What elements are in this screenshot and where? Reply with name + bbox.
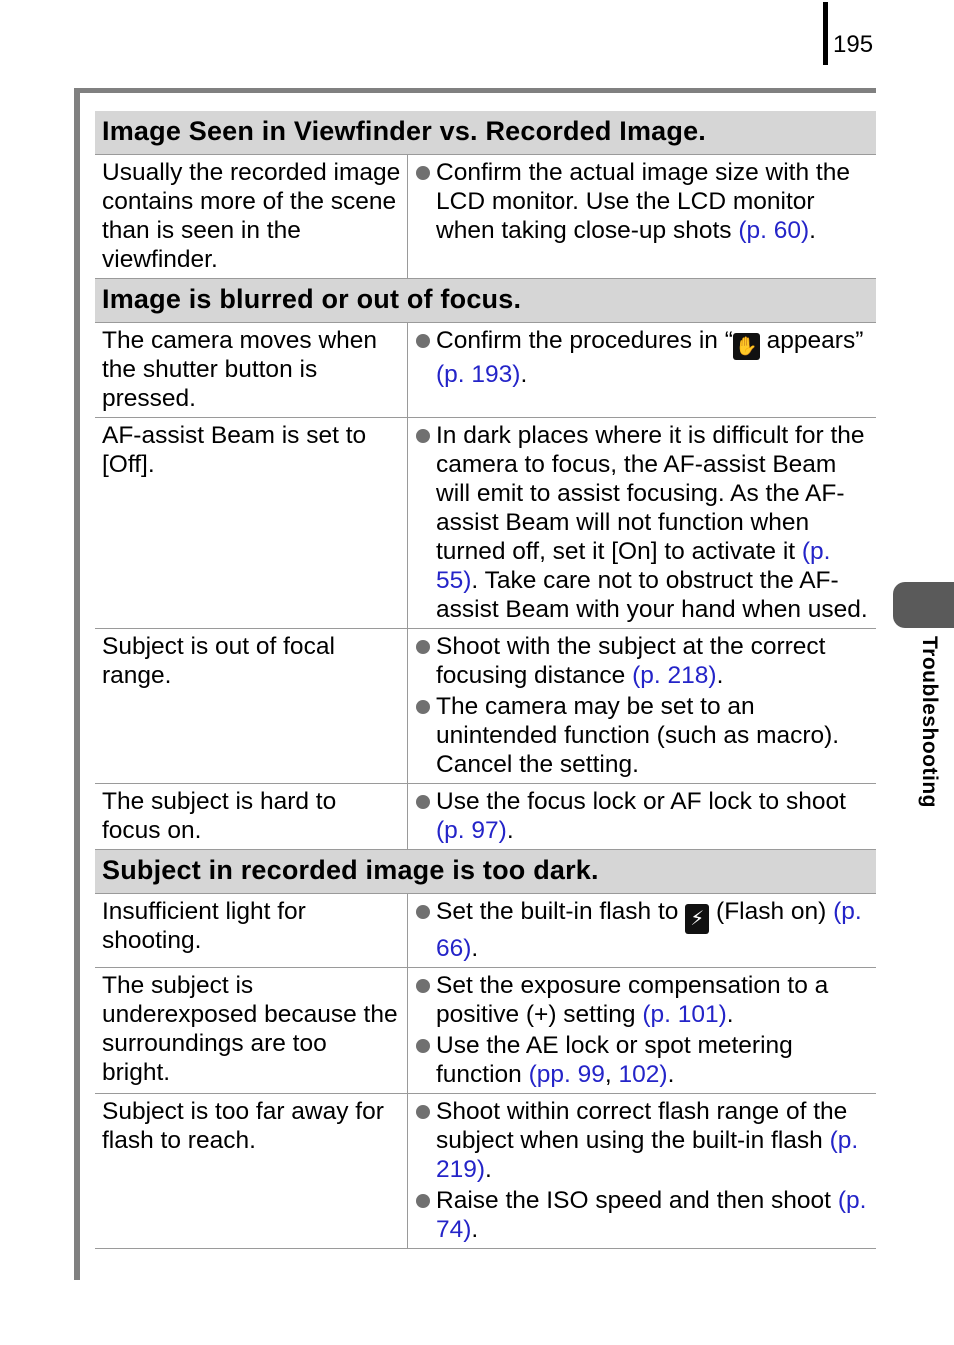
problem-cause: The subject is underexposed because the surroundings are too bright.	[95, 968, 408, 1093]
solution-item	[416, 158, 870, 245]
bullet-icon	[416, 640, 430, 654]
bullet-icon	[416, 429, 430, 443]
text-segment: .	[471, 935, 479, 962]
solution-list	[408, 155, 876, 278]
text-segment: Raise the ISO speed and then shoot	[436, 1187, 838, 1214]
text-segment: Set the exposure compensation to a positive (+) setting	[436, 972, 829, 1028]
page-reference-link[interactable]: (pp. 99	[528, 1061, 605, 1088]
solution-text	[436, 787, 870, 845]
text-segment: The camera may be set to an unintended function (such as macro). Cancel the setting.	[436, 693, 840, 778]
text-segment: Use the AE lock or spot metering function	[436, 1032, 793, 1088]
solution-list	[408, 784, 876, 849]
solution-item	[416, 787, 870, 845]
problem-cause: AF-assist Beam is set to [Off].	[95, 418, 408, 628]
problem-row	[95, 968, 876, 1094]
text-segment: .	[716, 662, 724, 689]
solution-text	[436, 1186, 870, 1244]
solution-text	[436, 971, 870, 1029]
problem-cause: Usually the recorded image contains more of the scene than is seen in the viewfinder.	[95, 155, 408, 278]
page-reference-link[interactable]: (p. 218)	[632, 662, 717, 689]
page-reference-link[interactable]: (p. 219)	[436, 1127, 859, 1183]
camera-shake-icon: ✋	[733, 333, 760, 360]
solution-list	[408, 323, 876, 417]
solution-item	[416, 1031, 870, 1089]
solution-item	[416, 897, 870, 963]
solution-text	[436, 1031, 870, 1089]
page-reference-link[interactable]: (p. 101)	[642, 1001, 727, 1028]
bullet-icon	[416, 905, 430, 919]
bullet-icon	[416, 1105, 430, 1119]
solution-text	[436, 632, 870, 690]
solution-text	[436, 421, 870, 624]
problem-row	[95, 784, 876, 850]
text-segment: Confirm the procedures in “	[436, 327, 733, 354]
text-segment: Set the built-in flash to	[436, 898, 686, 925]
bullet-icon	[416, 795, 430, 809]
solution-item	[416, 632, 870, 690]
text-segment: appears”	[759, 327, 864, 354]
bullet-icon	[416, 1039, 430, 1053]
section-header: Image Seen in Viewfinder vs. Recorded Image.	[95, 111, 876, 155]
problem-row	[95, 323, 876, 418]
text-segment: (Flash on)	[709, 898, 834, 925]
text-segment: .	[471, 1216, 479, 1243]
solution-text	[436, 326, 870, 389]
page-reference-link[interactable]: (p. 55)	[436, 538, 831, 594]
problem-cause: The camera moves when the shutter button is pressed.	[95, 323, 408, 417]
frame-top-border	[74, 88, 876, 93]
bullet-icon	[416, 166, 430, 180]
page-number-marker	[823, 2, 828, 65]
text-segment: Use the focus lock or AF lock to shoot	[436, 788, 846, 815]
section-tab	[893, 582, 954, 628]
frame-left-border	[74, 88, 80, 1280]
problem-cause: Subject is too far away for flash to reach.	[95, 1094, 408, 1248]
section-header: Image is blurred or out of focus.	[95, 279, 876, 323]
solution-item	[416, 692, 870, 779]
solution-list	[408, 1094, 876, 1248]
solution-item	[416, 1186, 870, 1244]
page-reference-link[interactable]: 102)	[618, 1061, 668, 1088]
solution-list	[408, 894, 876, 967]
problem-row	[95, 155, 876, 279]
text-segment: . Take care not to obstruct the AF-assist Beam with your hand when used.	[436, 567, 868, 623]
problem-cause: The subject is hard to focus on.	[95, 784, 408, 849]
problem-row	[95, 629, 876, 784]
bullet-icon	[416, 1194, 430, 1208]
page-reference-link[interactable]: (p. 97)	[436, 817, 507, 844]
solution-text	[436, 158, 870, 245]
solution-text	[436, 1097, 870, 1184]
solution-list	[408, 418, 876, 628]
text-segment: .	[809, 217, 816, 244]
bullet-icon	[416, 700, 430, 714]
section-header: Subject in recorded image is too dark.	[95, 850, 876, 894]
text-segment: Shoot with the subject at the correct focusing distance	[436, 633, 826, 689]
text-segment: .	[506, 817, 514, 844]
page-reference-link[interactable]: (p. 60)	[738, 217, 810, 244]
problem-row	[95, 894, 876, 968]
page-number: 195	[833, 31, 874, 58]
problem-row	[95, 418, 876, 629]
troubleshooting-table	[95, 111, 876, 1249]
problem-row	[95, 1094, 876, 1249]
page-reference-link[interactable]: (p. 74)	[436, 1187, 867, 1243]
text-segment: Confirm the actual image size with the LCD monitor. Use the LCD monitor when taking close-up shots	[436, 159, 850, 244]
page-reference-link[interactable]: (p. 66)	[436, 898, 862, 962]
flash-on-icon: ⚡	[685, 904, 709, 934]
text-segment: .	[667, 1061, 675, 1088]
solution-list	[408, 968, 876, 1093]
text-segment: ,	[604, 1061, 619, 1088]
solution-item	[416, 971, 870, 1029]
solution-item	[416, 326, 870, 389]
bullet-icon	[416, 334, 430, 348]
page-reference-link[interactable]: (p. 193)	[436, 361, 521, 388]
problem-cause: Insufficient light for shooting.	[95, 894, 408, 967]
section-tab-label: Troubleshooting	[918, 636, 941, 808]
text-segment: .	[520, 361, 528, 388]
text-segment: In dark places where it is difficult for the camera to focus, the AF-assist Beam will emit to assist focusing. As the AF-assist Beam will not function when turned off, set it [On] to activate it	[436, 422, 865, 565]
solution-item	[416, 421, 870, 624]
solution-list	[408, 629, 876, 783]
text-segment: Shoot within correct flash range of the subject when using the built-in flash	[436, 1098, 848, 1154]
text-segment: .	[726, 1001, 734, 1028]
bullet-icon	[416, 979, 430, 993]
solution-text	[436, 897, 870, 963]
text-segment: .	[485, 1156, 492, 1183]
problem-cause: Subject is out of focal range.	[95, 629, 408, 783]
solution-item	[416, 1097, 870, 1184]
solution-text	[436, 692, 870, 779]
